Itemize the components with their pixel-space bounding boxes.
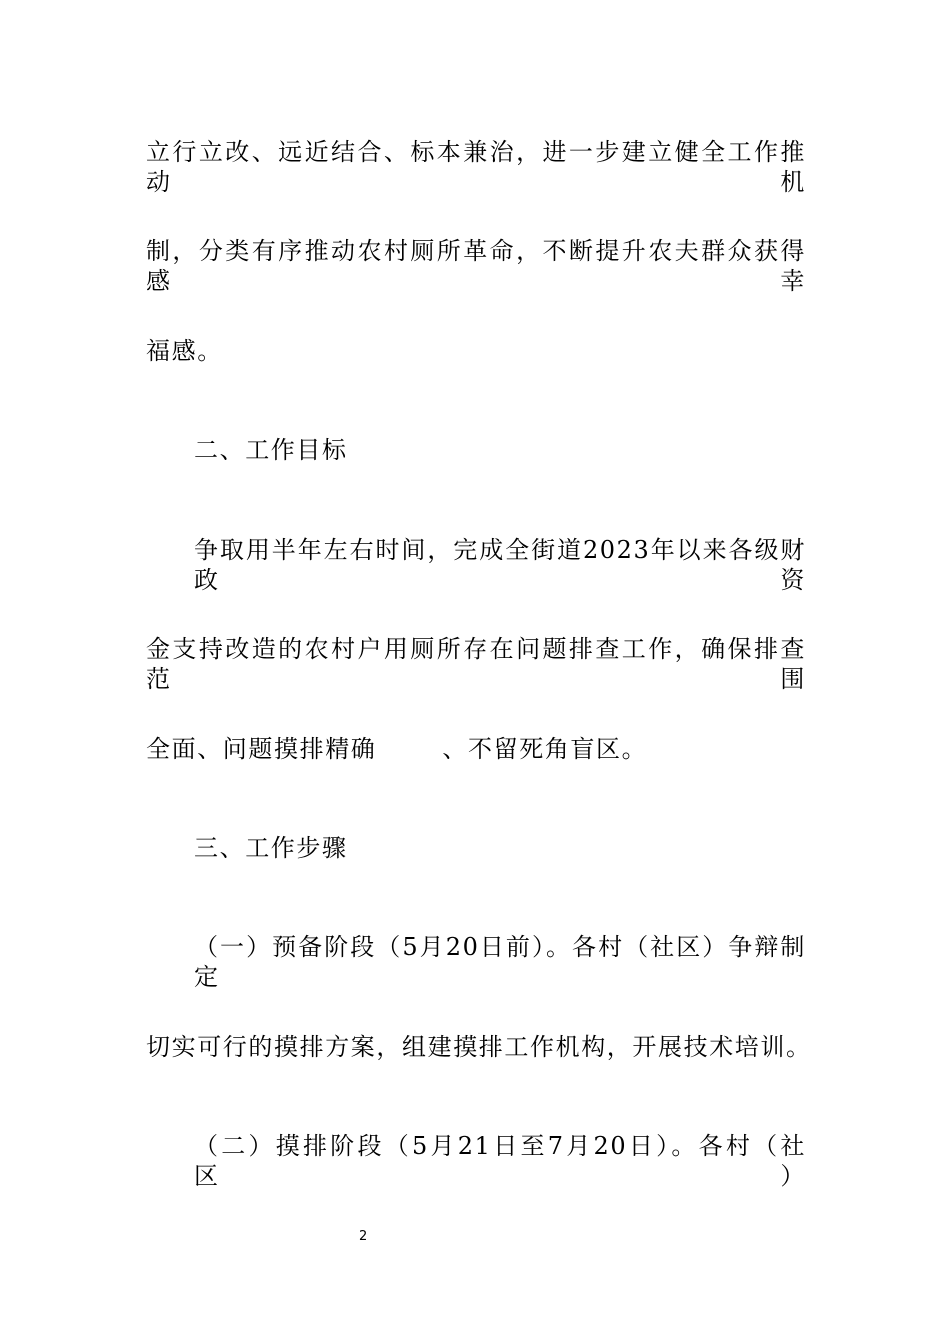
paragraph-line-6: 金支持改造的农村户用厕所存在问题排查工作，确保排查范围 xyxy=(146,635,806,693)
paragraph-line-10: 切实可行的摸排方案，组建摸排工作机构，开展技术培训。 xyxy=(146,1033,812,1061)
section-heading-goals: 二、工作目标 xyxy=(194,436,348,464)
paragraph-line-7 xyxy=(146,734,806,764)
paragraph-line-7-part-1: 全面、问题摸排精确 xyxy=(146,735,377,763)
paragraph-line-7-part-2: 、不留死角盲区。 xyxy=(442,735,648,763)
paragraph-line-3: 福感。 xyxy=(146,337,223,365)
page-number: 2 xyxy=(359,1229,368,1244)
paragraph-line-11: （二）摸排阶段（5月21日至7月20日）。各村（社区） xyxy=(194,1132,806,1190)
paragraph-line-5: 争取用半年左右时间，完成全街道2023年以来各级财政资 xyxy=(194,536,806,594)
paragraph-line-2: 制，分类有序推动农村厕所革命，不断提升农夫群众获得感幸 xyxy=(146,237,806,295)
section-heading-steps: 三、工作步骤 xyxy=(194,834,348,862)
paragraph-line-1: 立行立改、远近结合、标本兼治，进一步建立健全工作推动机 xyxy=(146,138,806,196)
paragraph-line-9: （一）预备阶段（5月20日前）。各村（社区）争辩制定 xyxy=(194,933,806,991)
